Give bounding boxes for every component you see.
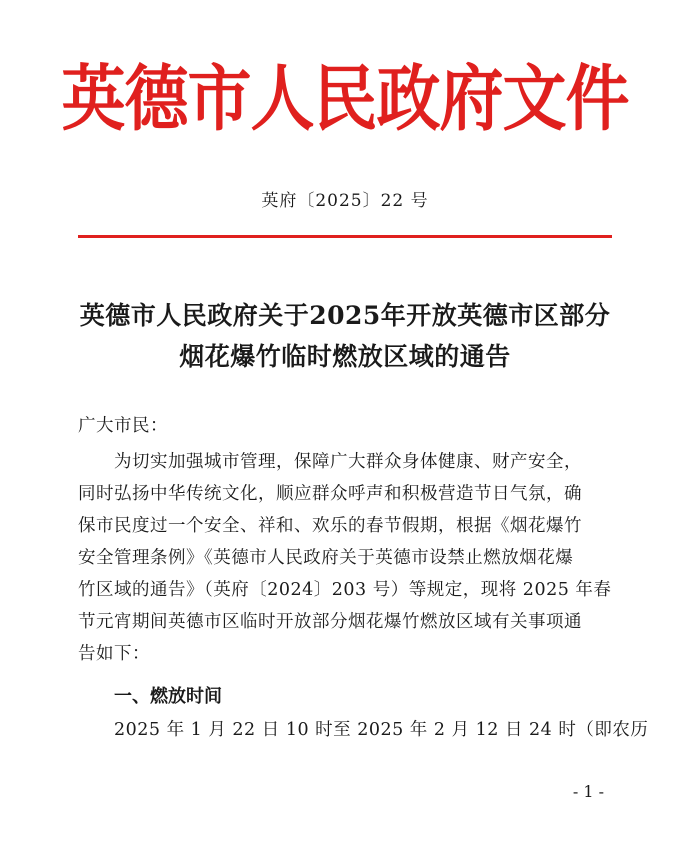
red-separator-line <box>78 235 612 238</box>
document-title-line-2: 烟花爆竹临时燃放区域的通告 <box>179 342 511 371</box>
document-masthead: 英德市人民政府文件 <box>61 57 629 142</box>
section-text-burning-time: 2025 年 1 月 22 日 10 时至 2025 年 2 月 12 日 24 时（即农历 <box>114 720 649 740</box>
section-heading-burning-time: 一、燃放时间 <box>114 686 222 707</box>
salutation: 广大市民： <box>78 416 168 436</box>
document-title-line-1: 英德市人民政府关于2025年开放英德市区部分 <box>79 301 611 330</box>
document-number: 英府〔2025〕22 号 <box>261 191 429 211</box>
intro-paragraph: 为切实加强城市管理，保障广大群众身体健康、财产安全， 同时弘扬中华传统文化，顺应群众呼声和积极营造节日气氛，确 保市民度过一个安全、祥和、欢乐的春节假期，根据《烟花爆竹 安全管理条例》《英德市人民政府关于英德市设禁止燃放烟花爆 竹区域的通告》（英府〔2024〕203 号）等规定，现将 2025 年春 节元宵期间英德市区临时开放部分烟花爆竹燃放区域有关事项通 告如下： <box>78 452 612 664</box>
page-number: - 1 - <box>572 782 604 801</box>
